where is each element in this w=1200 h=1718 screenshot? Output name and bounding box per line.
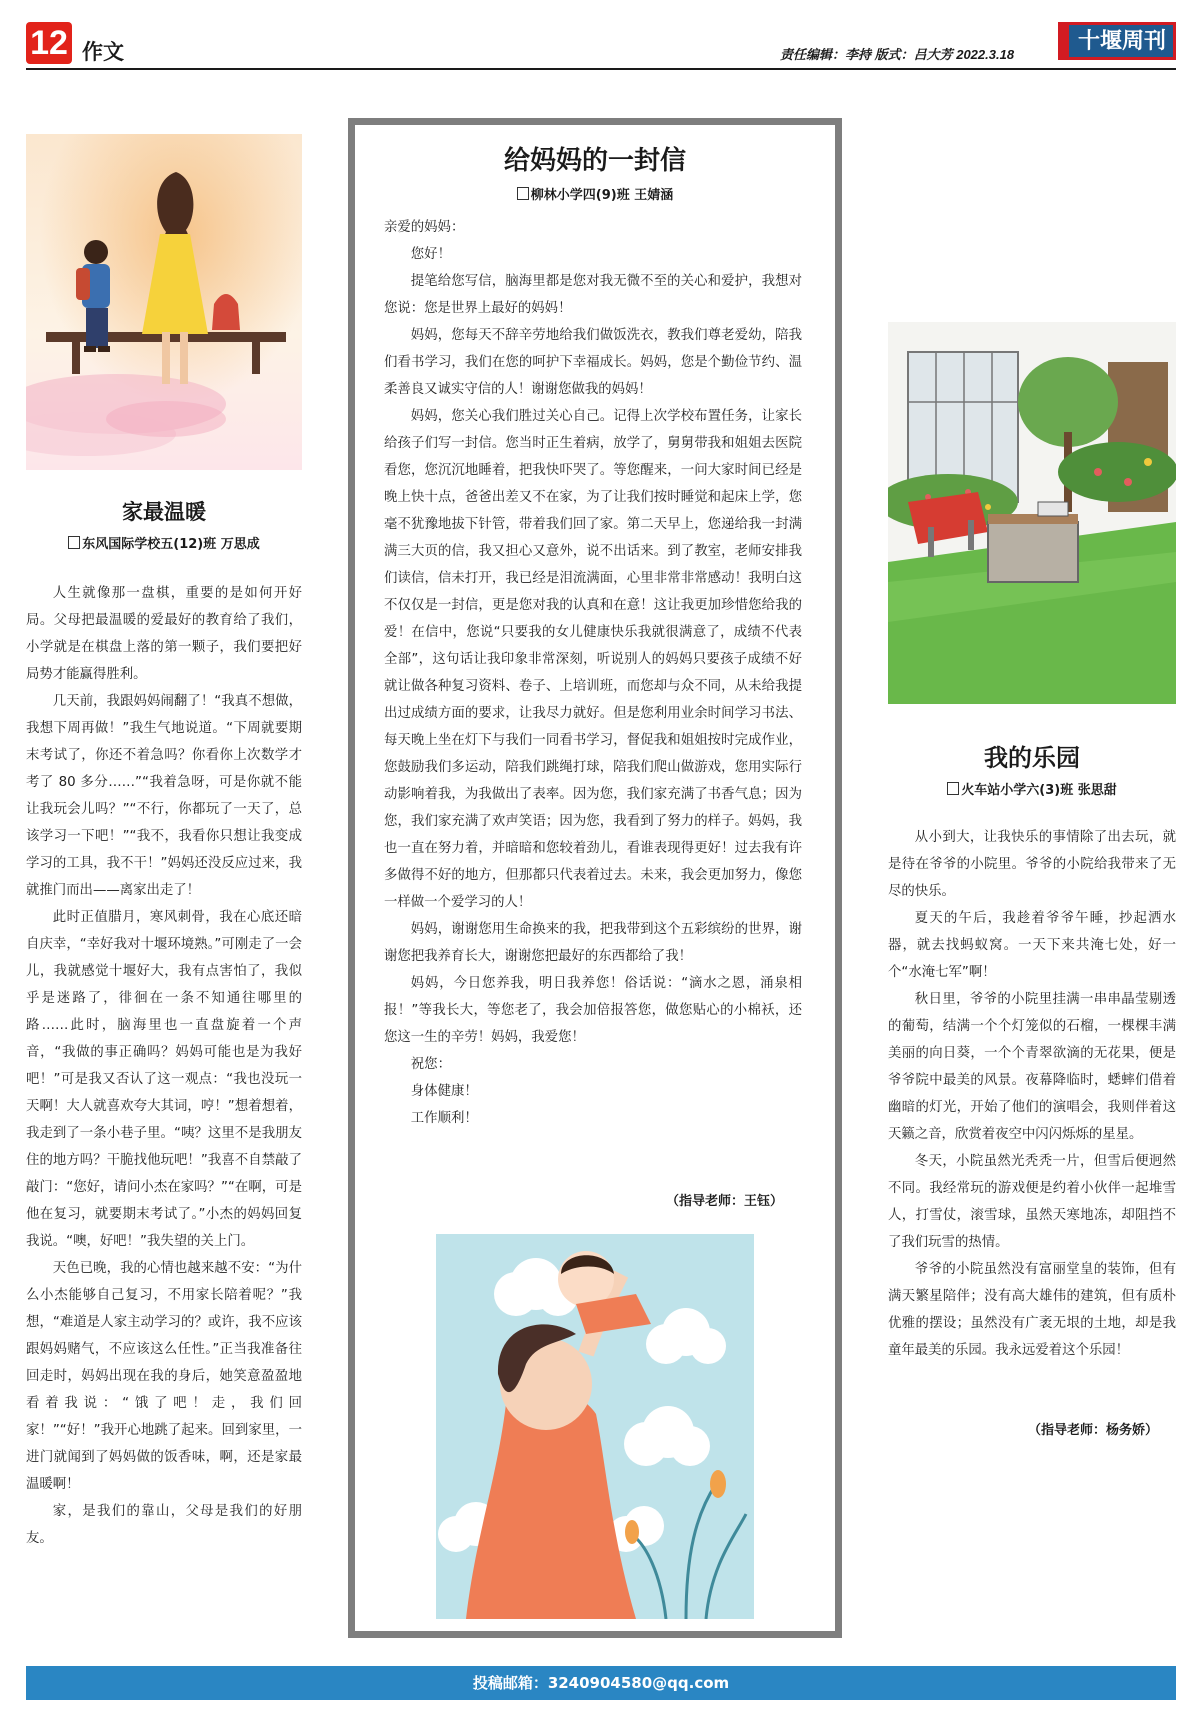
- right-article-title: 我的乐园: [984, 743, 1080, 772]
- right-article-body: [888, 824, 1176, 1364]
- salutation: 亲爱的妈妈：: [384, 220, 465, 235]
- byline-box-icon: [517, 187, 529, 200]
- paragraph: 提笔给您写信，脑海里都是您对我无微不至的关心和爱护，我想对您说：您是世界上最好的妈妈！: [384, 274, 802, 316]
- center-article-byline: [360, 184, 830, 203]
- greeting: 您好！: [410, 247, 451, 262]
- illustration-mother-lifting-child: [436, 1234, 754, 1619]
- byline-box-icon: [947, 782, 959, 795]
- paragraph: 妈妈，谢谢您用生命换来的我，把我带到这个五彩缤纷的世界，谢谢您把我养育长大，谢谢您把最好的东西都给了我！: [384, 922, 802, 964]
- left-byline-text: 东风国际学校五(12)班 万思成: [82, 537, 260, 552]
- paragraph: 从小到大，让我快乐的事情除了出去玩，就是待在爷爷的小院里。爷爷的小院给我带来了无尽的快乐。: [888, 830, 1176, 899]
- header-divider: [26, 68, 1176, 70]
- paragraph: 几天前，我跟妈妈闹翻了！“我真不想做，我想下周再做！”我生气地说道。“下周就要期末考试了，你还不着急吗？你看你上次数学才考了 80 多分……”“我着急呀，可是你就不能让我玩会儿吗？”“不行，你都玩了一天了，总该学习一下吧！”“我不，我看你只想让我变成学习的工具，我不干！”妈妈还没反应过来，我就推门而出——离家出走了！: [26, 694, 302, 898]
- paragraph: 妈妈，今日您养我，明日我养您！俗话说：“滴水之恩，涌泉相报！”等我长大，等您老了，我会加倍报答您，做您贴心的小棉袄，还您这一生的辛劳！妈妈，我爱您！: [384, 976, 802, 1045]
- left-article-title: 家最温暖: [122, 499, 206, 524]
- left-article-byline: [26, 533, 302, 552]
- paragraph: 人生就像那一盘棋，重要的是如何开好局。父母把最温暖的爱最好的教育给了我们，小学就是在棋盘上落的第一颗子，我们要把好局势才能赢得胜利。: [26, 586, 302, 682]
- center-article-title: 给妈妈的一封信: [503, 146, 686, 176]
- closing-line: 工作顺利！: [410, 1111, 478, 1126]
- left-article-body: [26, 580, 302, 1552]
- footer-email-bar: 投稿邮箱：3240904580@qq.com: [26, 1666, 1176, 1700]
- illustration-garden-courtyard: [888, 322, 1176, 704]
- closing-line: 祝您：: [410, 1057, 451, 1072]
- center-article-body: [384, 214, 802, 1132]
- masthead-accent: [1061, 25, 1069, 57]
- paragraph: 妈妈，您关心我们胜过关心自己。记得上次学校布置任务，让家长给孩子们写一封信。您当时正生着病，放学了，舅舅带我和姐姐去医院看您，您沉沉地睡着，把我快吓哭了。等您醒来，一问大家时间已经是晚上快十点，爸爸出差又不在家，为了让我们按时睡觉和起床上学，您毫不犹豫地拔下针管，带着我们回了家。第二天早上，您递给我一封满满三大页的信，我又担心又意外，说不出话来。到了教室，老师安排我们读信，信未打开，我已经是泪流满面，心里非常非常感动！我明白这不仅仅是一封信，更是您对我的认真和在意！这让我更加珍惜您给我的爱！在信中，您说“只要我的女儿健康快乐我就很满意了，成绩不代表全部”，这句话让我印象非常深刻，听说别人的妈妈只要孩子成绩不好就让做各种复习资料、卷子、上培训班，而您却与众不同，从未给我提出过成绩方面的要求，让我尽力就好。但是您利用业余时间学习书法、每天晚上坐在灯下与我们一同看书学习，督促我和姐姐按时完成作业，您鼓励我们多运动，陪我们跳绳打球，陪我们爬山做游戏，您用实际行动影响着我，为我做出了表率。因为您，我们家充满了书香气息；因为您，我们家充满了欢声笑语；因为您，我看到了努力的样子。妈妈，我也一直在努力着，并暗暗和您较着劲儿，看谁表现得更好！过去我有许多做得不好的地方，但那都只代表着过去。未来，我会更加努力，像您一样做一个爱学习的人！: [384, 409, 802, 910]
- masthead-text: 十堰周刊: [1077, 28, 1166, 54]
- closing-line: 身体健康！: [410, 1084, 478, 1099]
- byline-box-icon: [68, 536, 80, 549]
- center-byline-text: 柳林小学四(9)班 王婧涵: [530, 188, 674, 203]
- page-number: 12: [26, 22, 72, 64]
- paragraph: 妈妈，您每天不辞辛劳地给我们做饭洗衣，教我们尊老爱幼，陪我们看书学习，我们在您的呵护下幸福成长。妈妈，您是个勤俭节约、温柔善良又诚实守信的人！谢谢您做我的妈妈！: [384, 328, 802, 397]
- paragraph: 家，是我们的靠山，父母是我们的好朋友。: [26, 1504, 302, 1546]
- right-article-teacher: （指导老师：杨务娇）: [1028, 1423, 1159, 1438]
- paragraph: 爷爷的小院虽然没有富丽堂皇的装饰，但有满天繁星陪伴；没有高大雄伟的建筑，但有质朴优雅的摆设；虽然没有广袤无垠的土地，却是我童年最美的乐园。我永远爱着这个乐园！: [888, 1262, 1176, 1358]
- masthead-logo: [1058, 22, 1176, 60]
- paragraph: 天色已晚，我的心情也越来越不安：“为什么小杰能够自己复习，不用家长陪着呢？”我想，“难道是人家主动学习的？或许，我不应该跟妈妈赌气，不应该这么任性。”正当我准备往回走时，妈妈出现在我的身后，她笑意盈盈地看着我说：“饿了吧！走，我们回家！”“好！”我开心地跳了起来。回到家里，一进门就闻到了妈妈做的饭香味，啊，还是家最温暖啊！: [26, 1261, 302, 1492]
- center-article-teacher: （指导老师：王钰）: [666, 1194, 784, 1209]
- right-byline-text: 火车站小学六(3)班 张思甜: [961, 783, 1117, 798]
- editor-info: 责任编辑：李持 版式：吕大芳 2022.3.18: [780, 47, 1015, 62]
- section-title: 作文: [82, 40, 124, 64]
- paragraph: 夏天的午后，我趁着爷爷午睡，抄起洒水器，就去找蚂蚁窝。一天下来共淹七处，好一个“水淹七军”啊！: [888, 911, 1176, 980]
- paragraph: 此时正值腊月，寒风刺骨，我在心底还暗自庆幸，“幸好我对十堰环境熟。”可刚走了一会儿，我就感觉十堰好大，我有点害怕了，我似乎是迷路了，徘徊在一条不知通往哪里的路……此时，脑海里也一直盘旋着一个声音，“我做的事正确吗？妈妈可能也是为我好吧！”可是我又否认了这一观点：“我也没玩一天啊！大人就喜欢夸大其词，哼！”想着想着，我走到了一条小巷子里。“咦？这里不是我朋友住的地方吗？干脆找他玩吧！”我喜不自禁敲了敲门：“您好，请问小杰在家吗？”“在啊，可是他在复习，就要期末考试了。”小杰的妈妈回复我说。“噢，好吧！”我失望的关上门。: [26, 910, 302, 1249]
- illustration-mother-child-bench: [26, 134, 302, 470]
- right-article-byline: [888, 779, 1176, 798]
- paragraph: 冬天，小院虽然光秃秃一片，但雪后便迥然不同。我经常玩的游戏便是约着小伙伴一起堆雪人，打雪仗，滚雪球，虽然天寒地冻，却阻挡不了我们玩雪的热情。: [888, 1154, 1176, 1250]
- paragraph: 秋日里，爷爷的小院里挂满一串串晶莹剔透的葡萄，结满一个个灯笼似的石榴，一棵棵丰满美丽的向日葵，一个个青翠欲滴的无花果，便是爷爷院中最美的风景。夜幕降临时，蟋蟀们借着幽暗的灯光，开始了他们的演唱会，我则伴着这天籁之音，欣赏着夜空中闪闪烁烁的星星。: [888, 992, 1176, 1142]
